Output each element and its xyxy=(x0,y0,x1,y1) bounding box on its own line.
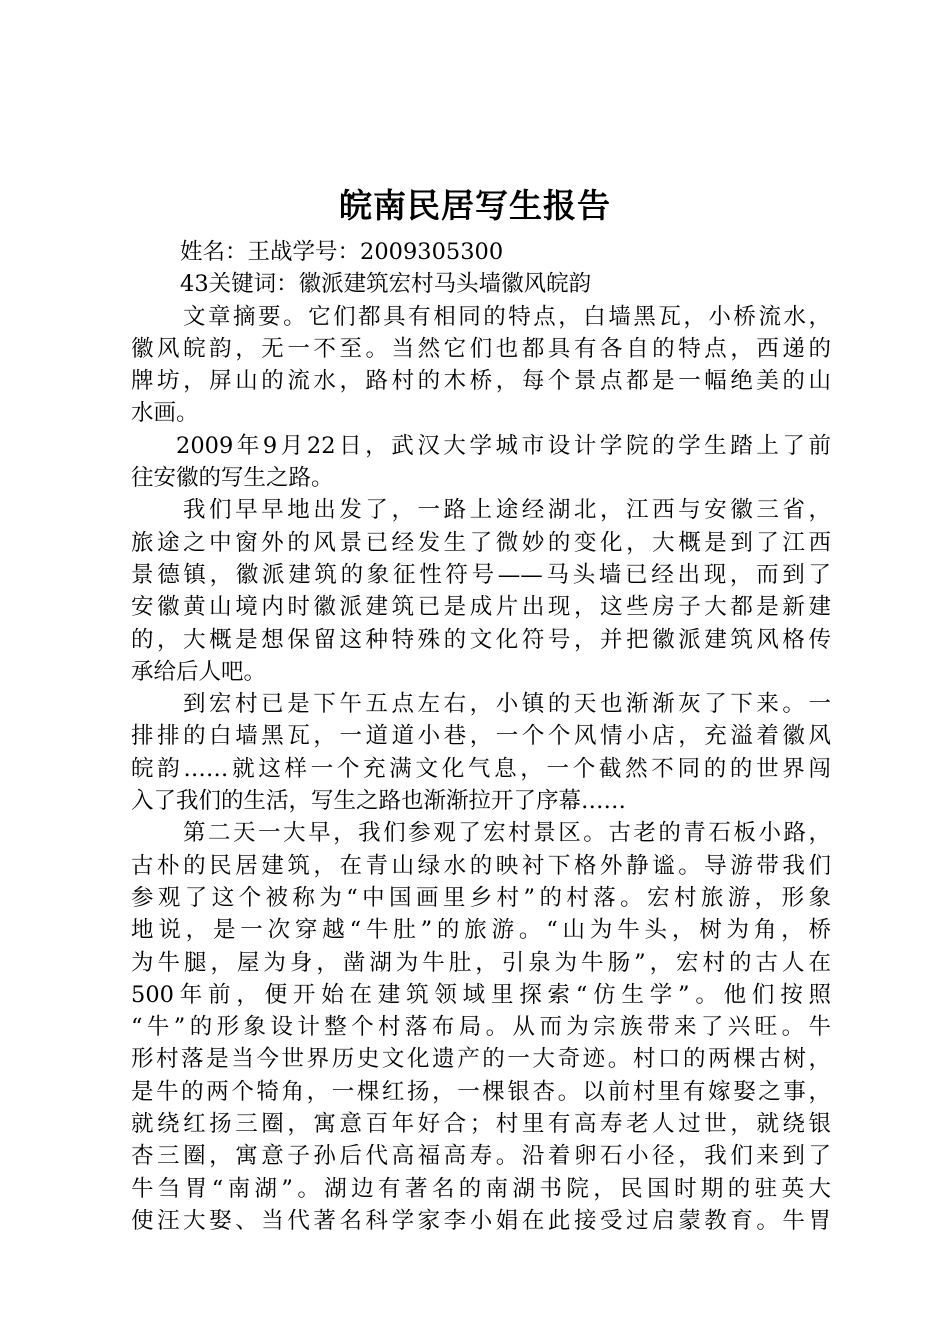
paragraph-line: 我们早早地出发了，一路上途经湖北，江西与安徽三省， xyxy=(183,497,831,524)
keywords-line: 43关键词：徽派建筑宏村马头墙徽风皖韵 xyxy=(180,271,592,298)
paragraph-line: 文章摘要。它们都具有相同的特点，白墙黑瓦，小桥流水， xyxy=(183,303,831,330)
paragraph-line: 参观了这个被称为“中国画里乡村”的村落。宏村旅游，形象 xyxy=(131,884,831,911)
paragraph-line: 安徽黄山境内时徽派建筑已是成片出现，这些房子大都是新建 xyxy=(131,594,831,621)
paragraph-line: 形村落是当今世界历史文化遗产的一大奇迹。村口的两棵古树， xyxy=(131,1046,831,1073)
paragraph-line: “牛”的形象设计整个村落布局。从而为宗族带来了兴旺。牛 xyxy=(131,1014,831,1041)
paragraph-line: 入了我们的生活，写生之路也渐渐拉开了序幕…… xyxy=(131,788,627,815)
paragraph-line: 第二天一大早，我们参观了宏村景区。古老的青石板小路， xyxy=(183,820,831,847)
paragraph-line: 牌坊，屏山的流水，路村的木桥，每个景点都是一幅绝美的山 xyxy=(131,368,831,395)
paragraph-line: 地说，是一次穿越“牛肚”的旅游。“山为牛头，树为角，桥 xyxy=(131,917,831,944)
paragraph-line: 是牛的两个犄角，一棵红扬，一棵银杏。以前村里有嫁娶之事， xyxy=(131,1078,831,1105)
paragraph-line: 承给后人吧。 xyxy=(131,658,267,685)
paragraph-line: 到宏村已是下午五点左右，小镇的天也渐渐灰了下来。一 xyxy=(183,691,831,718)
paragraph-line: 皖韵……就这样一个充满文化气息，一个截然不同的的世界闯 xyxy=(131,755,831,782)
paragraph-line: 杏三圈，寓意子孙后代高福高寿。沿着卵石小径，我们来到了 xyxy=(131,1143,831,1170)
paragraph-line: 景德镇，徽派建筑的象征性符号——马头墙已经出现，而到了 xyxy=(131,561,831,588)
author-line: 姓名：王战学号：2009305300 xyxy=(180,239,504,265)
paragraph-line: 往安徽的写生之路。 xyxy=(131,465,334,492)
paragraph-line: 使汪大娶、当代著名科学家李小娟在此接受过启蒙教育。牛胃 xyxy=(131,1207,831,1234)
paragraph-line: 就绕红扬三圈，寓意百年好合；村里有高寿老人过世，就绕银 xyxy=(131,1111,831,1138)
paragraph-line: 徽风皖韵，无一不至。当然它们也都具有各自的特点，西递的 xyxy=(131,335,831,362)
paragraph-line: 500年前，便开始在建筑领域里探索“仿生学”。他们按照 xyxy=(131,981,831,1008)
paragraph-line: 古朴的民居建筑，在青山绿水的映衬下格外静谧。导游带我们 xyxy=(131,852,831,879)
document-body xyxy=(131,236,831,1237)
document-title: 皖南民居写生报告 xyxy=(339,186,611,225)
paragraph-line: 水画。 xyxy=(131,400,199,427)
paragraph-line: 排排的白墙黑瓦，一道道小巷，一个个风情小店，充溢着徽风 xyxy=(131,723,831,750)
paragraph-line: 2009年9月22日，武汉大学城市设计学院的学生踏上了前 xyxy=(176,432,831,459)
paragraph-line: 旅途之中窗外的风景已经发生了微妙的变化，大概是到了江西 xyxy=(131,529,831,556)
paragraph-line: 牛刍胃“南湖”。湖边有著名的南湖书院，民国时期的驻英大 xyxy=(131,1175,831,1202)
paragraph-line: 的，大概是想保留这种特殊的文化符号，并把徽派建筑风格传 xyxy=(131,626,831,653)
paragraph-line: 为牛腿，屋为身，凿湖为牛肚，引泉为牛肠”，宏村的古人在 xyxy=(131,949,831,976)
